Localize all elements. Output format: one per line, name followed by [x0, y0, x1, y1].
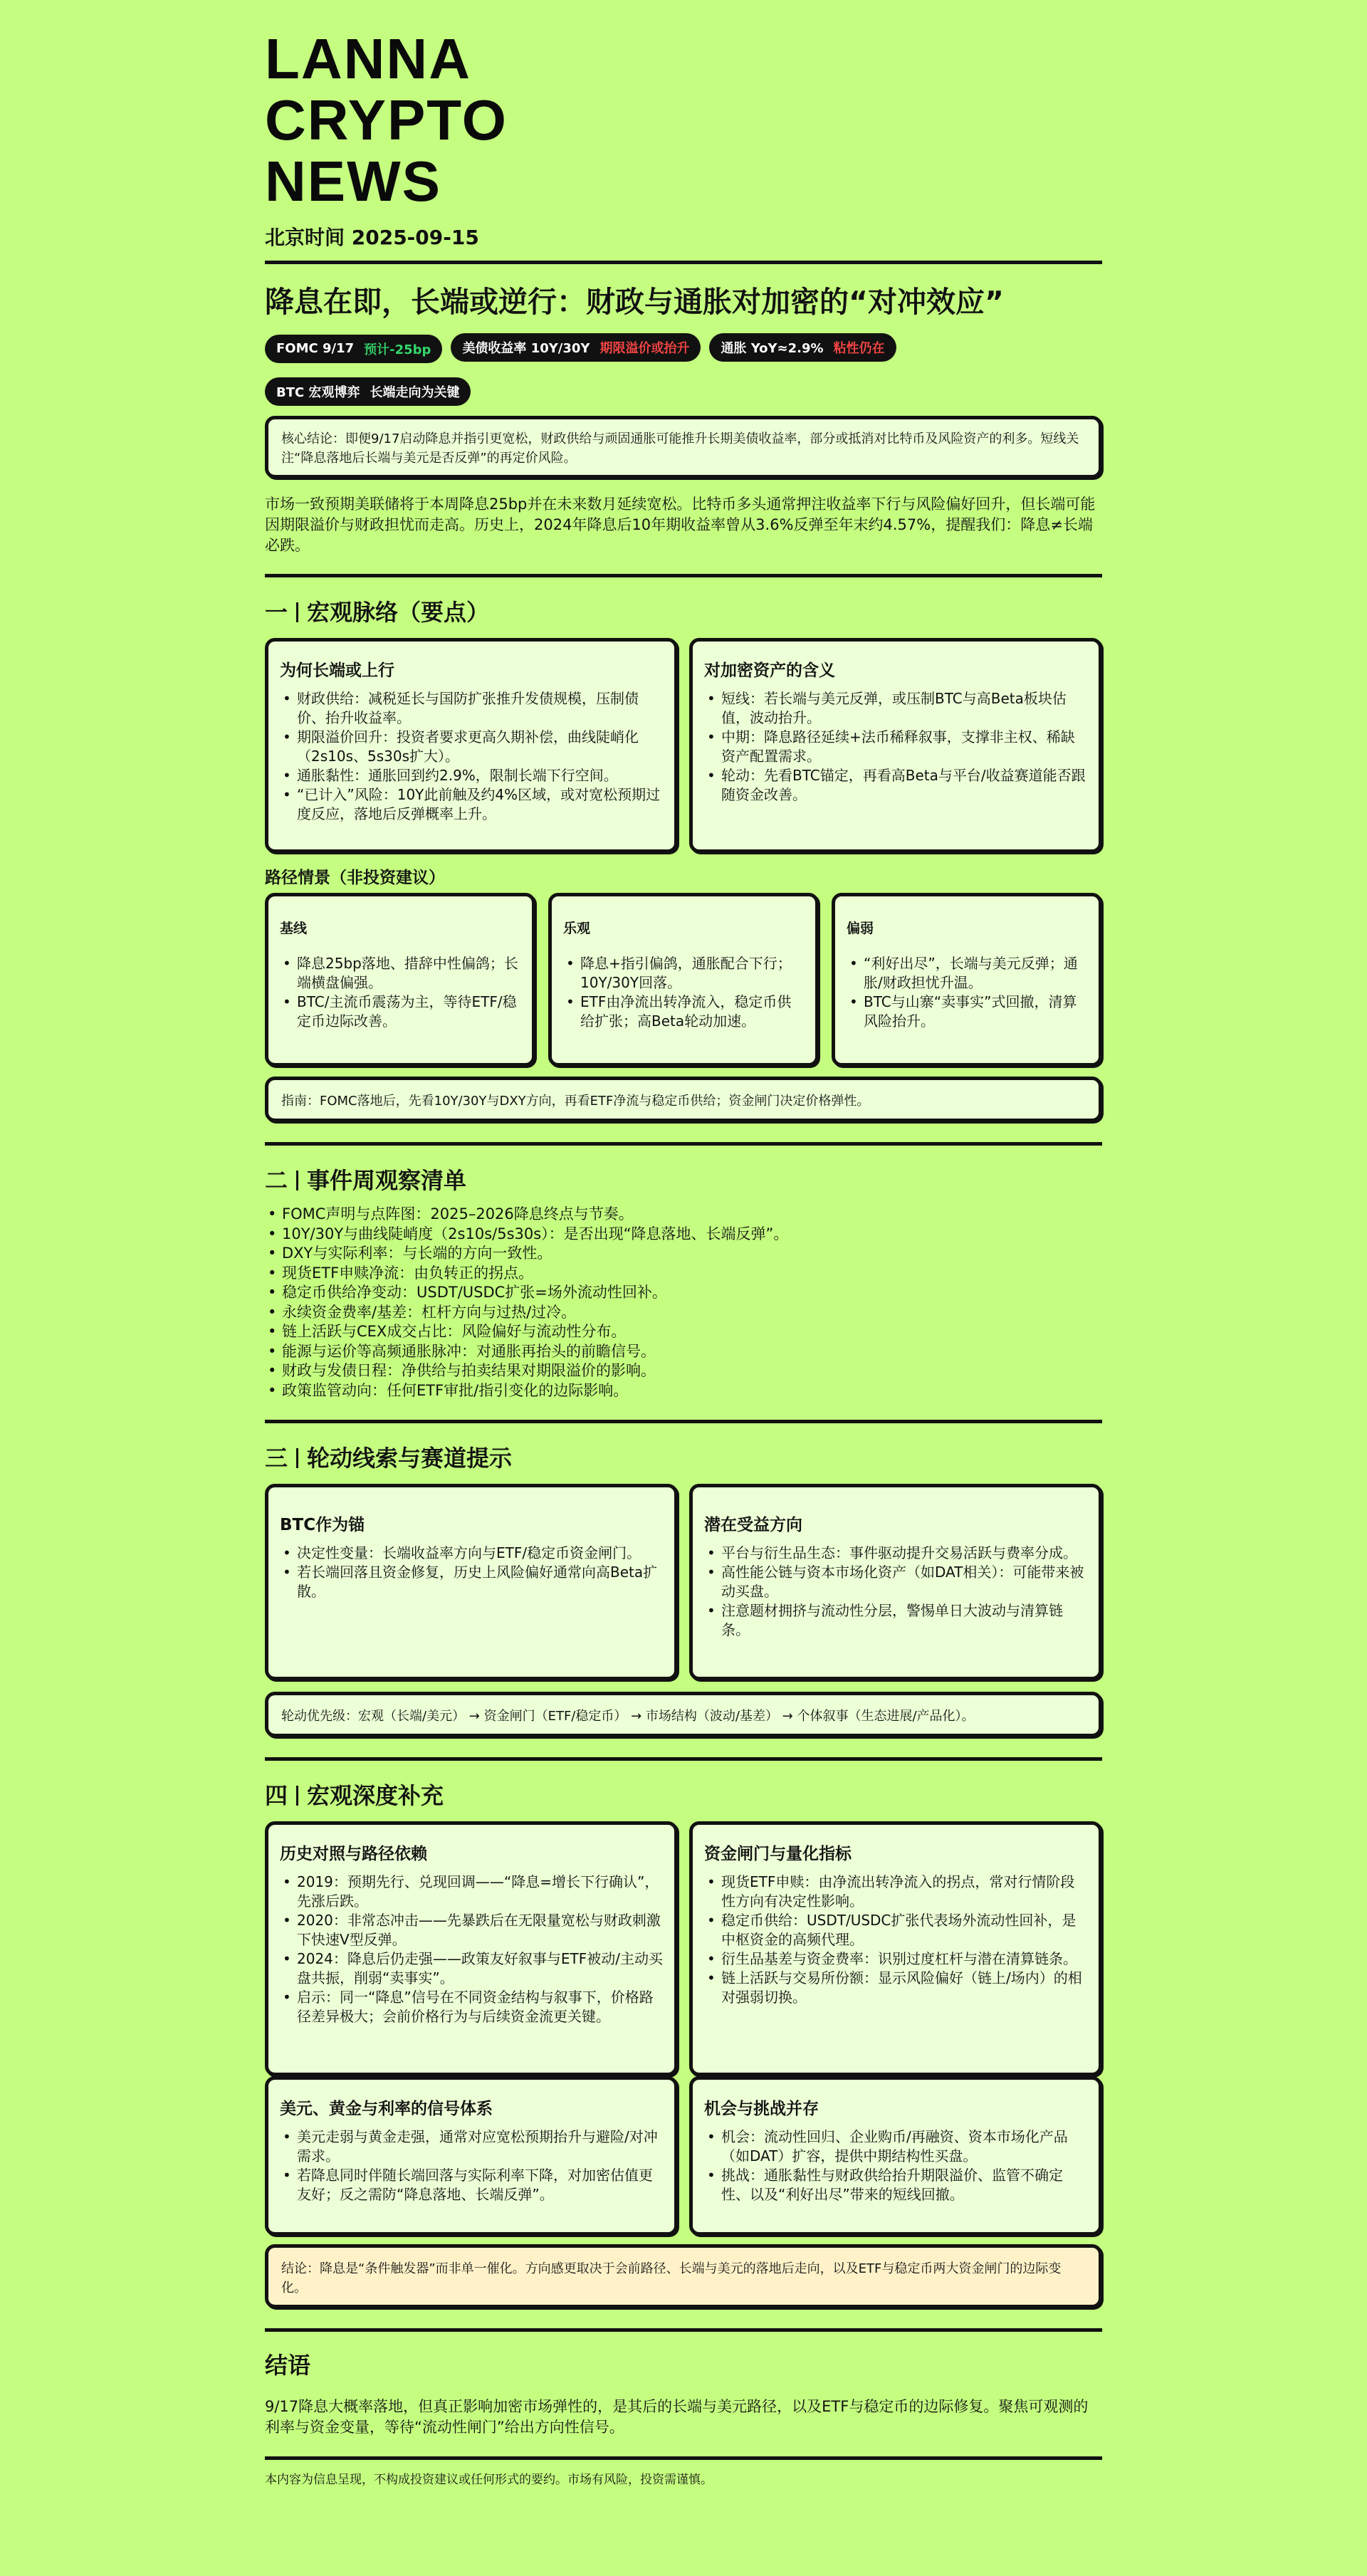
tag-fomc [265, 335, 442, 363]
section-2-title [265, 1166, 466, 1195]
tag-inflation [709, 333, 896, 362]
list-item: • 若长端回落且资金修复，历史上风险偏好通常向高Beta扩散。 [280, 1563, 663, 1601]
list-item: • 2024：降息后仍走强——政策友好叙事与ETF被动/主动买盘共振，削弱“卖事实”。 [280, 1949, 663, 1988]
title-bar [296, 1786, 298, 1806]
list-item: • 短线：若长端与美元反弹，或压制BTC与高Beta板块估值，波动抬升。 [704, 689, 1087, 728]
card-title: BTC作为锚 [280, 1516, 365, 1534]
list-item: • 轮动：先看BTC锚定，再看高Beta与平台/收益赛道能否跟随资金改善。 [704, 766, 1087, 805]
brand-line-3: NEWS [265, 150, 441, 213]
priority-text: 轮动优先级：宏观（长端/美元） → 资金闸门（ETF/稳定币） → 市场结构（波动/基差） → 个体叙事（生态进展/产品化）。 [281, 1709, 975, 1724]
core-conclusion-text: 核心结论：即便9/17启动降息并指引更宽松，财政供给与顽固通胀可能推升长期美债收益率，部分或抵消对比特币及风险资产的利多。短线关注“降息落地后长端与美元是否反弹”的再定价风险。 [281, 431, 1079, 466]
brand-line-2: CRYPTO [265, 88, 508, 152]
section-number: 二 [265, 1167, 288, 1194]
disclaimer: 本内容为信息呈现，不构成投资建议或任何形式的要约。市场有风险，投资需谨慎。 [265, 2473, 713, 2487]
card-capital-gates [689, 1821, 1102, 2076]
tag-label: 美债收益率 10Y/30Y [462, 341, 590, 356]
tag-label: FOMC 9/17 [276, 341, 355, 356]
list-item: • 中期：降息路径延续+法币稀释叙事，支撑非主权、稀缺资产配置需求。 [704, 728, 1087, 766]
list-item: • FOMC声明与点阵图：2025–2026降息终点与节奏。 [265, 1205, 1102, 1225]
section-title-text: 宏观深度补充 [307, 1782, 444, 1809]
list-item: • 美元走弱与黄金走强，通常对应宽松预期抬升与避险/对冲需求。 [280, 2127, 663, 2166]
divider [265, 1420, 1102, 1423]
intro-paragraph: 市场一致预期美联储将于本周降息25bp并在未来数月延续宽松。比特币多头通常押注收益率下行与风险偏好回升，但长端可能因期限溢价与财政担忧而走高。历史上，2024年降息后10年期收益率曾从3.6%反弹至年末约4.57%，提醒我们：降息≠长端必跌。 [265, 496, 1096, 554]
list-item: • 稳定币供给净变动：USDT/USDC扩张=场外流动性回补。 [265, 1283, 1102, 1303]
page [265, 0, 1102, 2576]
list-item: • 若降息同时伴随长端回落与实际利率下降，对加密估值更友好；反之需防“降息落地、长端反弹”。 [280, 2166, 663, 2204]
list-item: • 挑战：通胀黏性与财政供给抬升期限溢价、监管不确定性、以及“利好出尽”带来的短线回撤。 [704, 2166, 1087, 2204]
title-bar [296, 1448, 298, 1468]
section-3-title [265, 1444, 512, 1472]
scenario-heading: 路径情景（非投资建议） [265, 869, 445, 887]
list-item: • 降息+指引偏鸽，通胀配合下行；10Y/30Y回落。 [563, 954, 804, 993]
card-title: 机会与挑战并存 [704, 2100, 819, 2118]
list-item: • BTC/主流币震荡为主，等待ETF/稳定币边际改善。 [280, 993, 520, 1031]
card-title: 美元、黄金与利率的信号体系 [280, 2100, 493, 2118]
list-item: • 财政与发债日程：净供给与拍卖结果对期限溢价的影响。 [265, 1361, 1102, 1381]
card-why-long-end-up [265, 638, 678, 853]
section-number: 一 [265, 599, 288, 626]
article-headline: 降息在即，长端或逆行：财政与通胀对加密的“对冲效应” [265, 285, 1004, 319]
divider [265, 574, 1102, 577]
guide-box [265, 1077, 1102, 1122]
tag-note: 粘性仍在 [833, 341, 885, 356]
list-item: • 平台与衍生品生态：事件驱动提升交易活跃与费率分成。 [704, 1544, 1087, 1563]
list-item: • “已计入”风险：10Y此前触及约4%区域，或对宽松预期过度反应，落地后反弹概率上升。 [280, 785, 663, 824]
card-btc-anchor [265, 1484, 678, 1680]
scenario-card-weak [832, 893, 1102, 1067]
list-item: • 高性能公链与资本市场化资产（如DAT相关）：可能带来被动买盘。 [704, 1563, 1087, 1601]
section-number: 三 [265, 1445, 288, 1472]
tag-label: BTC 宏观博弈 [276, 384, 360, 400]
list-item: • 现货ETF申赎：由净流出转净流入的拐点，常对行情阶段性方向有决定性影响。 [704, 1873, 1087, 1911]
guide-text: 指南：FOMC落地后，先看10Y/30Y与DXY方向，再看ETF净流与稳定币供给；资金闸门决定价格弹性。 [281, 1094, 870, 1109]
list-item: • 注意题材拥挤与流动性分层，警惕单日大波动与清算链条。 [704, 1601, 1087, 1640]
card-opportunities-challenges [689, 2076, 1102, 2236]
list-item: • “利好出尽”，长端与美元反弹；通胀/财政担忧升温。 [847, 954, 1087, 993]
list-item: • 决定性变量：长端收益率方向与ETF/稳定币资金闸门。 [280, 1544, 663, 1563]
list-item: • 机会：流动性回归、企业购币/再融资、资本市场化产品（如DAT）扩容，提供中期结构性买盘。 [704, 2127, 1087, 2166]
list-item: • BTC与山寨“卖事实”式回撤，清算风险抬升。 [847, 993, 1087, 1031]
tag-label: 通胀 YoY≈2.9% [721, 341, 824, 356]
watch-list [265, 1205, 1102, 1400]
list-item: • 启示：同一“降息”信号在不同资金结构与叙事下，价格路径差异极大；会前价格行为与后续资金流更关键。 [280, 1988, 663, 2026]
list-item: • 通胀黏性：通胀回到约2.9%，限制长端下行空间。 [280, 766, 663, 785]
card-title: 潜在受益方向 [704, 1516, 802, 1534]
divider [265, 1757, 1102, 1761]
card-title: 资金闸门与量化指标 [704, 1845, 852, 1863]
card-title: 对加密资产的含义 [704, 661, 835, 680]
section-number: 四 [265, 1782, 288, 1809]
section-title-text: 宏观脉络（要点） [307, 599, 490, 626]
scenario-card-baseline [265, 893, 535, 1067]
divider [265, 1142, 1102, 1146]
brand-line-1: LANNA [265, 27, 471, 90]
card-usd-gold-rates [265, 2076, 678, 2236]
divider [265, 2328, 1102, 2332]
list-item: • 财政供给：减税延长与国防扩张推升发债规模，压制债价、抬升收益率。 [280, 689, 663, 728]
scenario-card-optimistic [548, 893, 819, 1067]
list-item: • 10Y/30Y与曲线陡峭度（2s10s/5s30s）：是否出现“降息落地、长端反弹”。 [265, 1225, 1102, 1245]
list-item: • 政策监管动向：任何ETF审批/指引变化的边际影响。 [265, 1381, 1102, 1401]
conclusion-text: 结论：降息是“条件触发器”而非单一催化。方向感更取决于会前路径、长端与美元的落地后走向，以及ETF与稳定币两大资金闸门的边际变化。 [281, 2261, 1062, 2295]
card-title: 乐观 [563, 921, 591, 936]
publish-date: 北京时间 2025-09-15 [265, 226, 479, 249]
section-title-text: 事件周观察清单 [307, 1167, 467, 1194]
tag-treasury-yield [451, 333, 701, 362]
tag-row [265, 333, 977, 420]
title-bar [296, 1171, 298, 1190]
section-4-title [265, 1781, 444, 1810]
card-title: 历史对照与路径依赖 [280, 1845, 427, 1863]
list-item: • 链上活跃与交易所份额：显示风险偏好（链上/场内）的相对强弱切换。 [704, 1969, 1087, 2007]
summary-text: 9/17降息大概率落地，但真正影响加密市场弹性的，是其后的长端与美元路径，以及ETF与稳定币的边际修复。聚焦可观测的利率与资金变量，等待“流动性闸门”给出方向性信号。 [265, 2398, 1089, 2436]
card-history [265, 1821, 678, 2076]
section-title-text: 轮动线索与赛道提示 [307, 1445, 513, 1472]
list-item: • 链上活跃与CEX成交占比：风险偏好与流动性分布。 [265, 1322, 1102, 1342]
list-item: • ETF由净流出转净流入，稳定币供给扩张；高Beta轮动加速。 [563, 993, 804, 1031]
tag-btc [265, 377, 471, 406]
card-crypto-implications [689, 638, 1102, 853]
card-title: 基线 [280, 921, 308, 936]
section-1-title [265, 598, 489, 627]
tag-note: 长端走向为关键 [370, 384, 460, 400]
divider [265, 2456, 1102, 2460]
list-item: • 现货ETF申赎净流：由负转正的拐点。 [265, 1264, 1102, 1284]
conclusion-box [265, 2244, 1102, 2308]
title-bar [296, 602, 298, 622]
list-item: • 2019：预期先行、兑现回调——“降息=增长下行确认”，先涨后跌。 [280, 1873, 663, 1911]
list-item: • 衍生品基差与资金费率：识别过度杠杆与潜在清算链条。 [704, 1949, 1087, 1969]
list-item: • DXY与实际利率：与长端的方向一致性。 [265, 1244, 1102, 1264]
list-item: • 能源与运价等高频通胀脉冲：对通胀再抬头的前瞻信号。 [265, 1342, 1102, 1362]
priority-box [265, 1692, 1102, 1737]
summary-title: 结语 [265, 2352, 311, 2379]
masthead [265, 28, 1102, 251]
list-item: • 2020：非常态冲击——先暴跌后在无限量宽松与财政刺激下快速V型反弹。 [280, 1911, 663, 1949]
card-title: 偏弱 [847, 921, 874, 936]
list-item: • 降息25bp落地、措辞中性偏鸽；长端横盘偏强。 [280, 954, 520, 993]
divider [265, 261, 1102, 264]
list-item: • 永续资金费率/基差：杠杆方向与过热/过冷。 [265, 1303, 1102, 1323]
card-title: 为何长端或上行 [280, 661, 394, 680]
list-item: • 期限溢价回升：投资者要求更高久期补偿，曲线陡峭化（2s10s、5s30s扩大）。 [280, 728, 663, 766]
tag-note: 预计-25bp [364, 342, 431, 357]
list-item: • 稳定币供给：USDT/USDC扩张代表场外流动性回补，是中枢资金的高频代理。 [704, 1911, 1087, 1949]
card-beneficiaries [689, 1484, 1102, 1680]
tag-note: 期限溢价或抬升 [599, 341, 690, 356]
core-conclusion-box [265, 416, 1102, 478]
